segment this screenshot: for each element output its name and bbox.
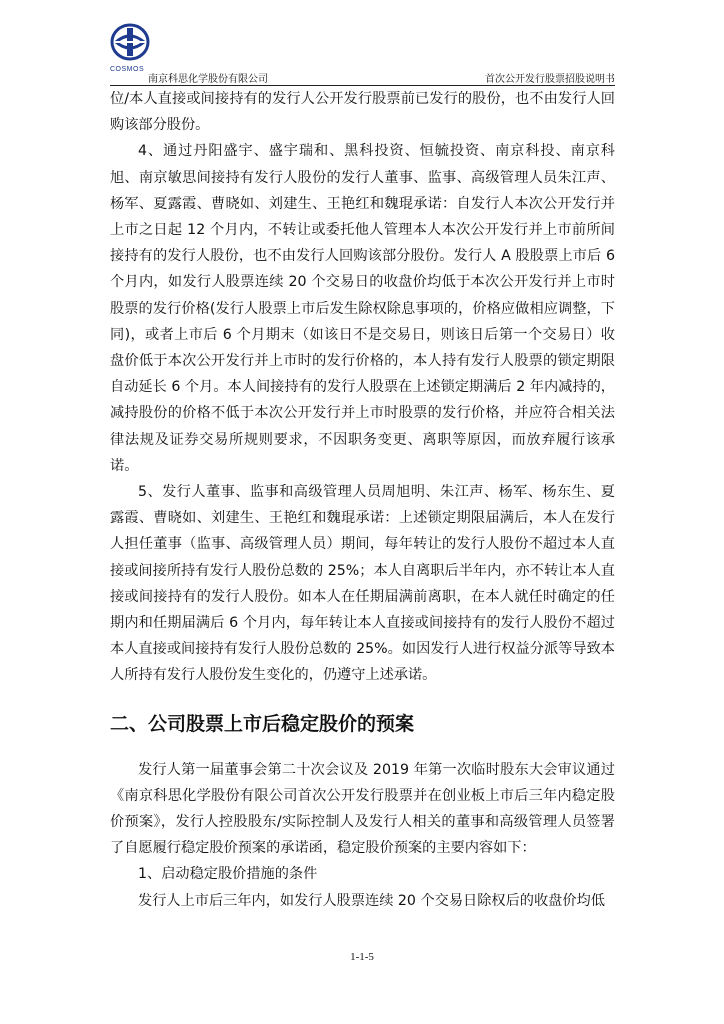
paragraph-1: 位/本人直接或间接持有的发行人公开发行股票前已发行的股份，也不由发行人回购该部分股份。 (110, 91, 615, 134)
section-heading: 二、公司股票上市后稳定股价的预案 (110, 712, 415, 735)
company-name: 南京科思化学股份有限公司 (148, 74, 268, 85)
document-title: 首次公开发行股票招股说明书 (485, 74, 615, 85)
paragraph-item-4: 4、通过丹阳盛宇、盛宇瑞和、黑科投资、恒毓投资、南京科投、南京科旭、南京敏思间接持有发行人股份的发行人董事、监事、高级管理人员朱江声、杨军、夏露霞、曹晓如、刘建生、王艳红和魏琨承诺：自发行人本次公开发行并上市之日起 12 个月内，不转让或委托他人管理本人本次公开发行并上市前所间接持有的发行人股份，也不由发行人回购该部分股份。发行人 A 股股票上市后 6 个月内，如发行人股票连续 20 个交易日的收盘价均低于本次公开发行并上市时股票的发行价格(发行人股票上市后发生除权除息事项的，价格应做相应调整，下同)，或者上市后 6 个月期末（如该日不是交易日，则该日后第一个交易日）收盘价低于本次公开发行并上市时的发行价格的，本人持有发行人股票的锁定期限自动延长 6 个月。本人间接持有的发行人股票在上述锁定期满后 2 年内减持的，减持股份的价格不低于本次公开发行并上市时股票的发行价格，并应符合相关法律法规及证券交易所规则要求，不因职务变更、离职等原因，而放弃履行该承诺。 (110, 143, 615, 474)
document-body (110, 86, 615, 914)
paragraph-item-5: 5、发行人董事、监事和高级管理人员周旭明、朱江声、杨军、杨东生、夏露霞、曹晓如、刘建生、王艳红和魏琨承诺：上述锁定期限届满后，本人在发行人担任董事（监事、高级管理人员）期间，每年转让的发行人股份不超过本人直接或间接所持有发行人股份总数的 25%；本人自离职后半年内，亦不转让本人直接或间接持有的发行人股份。如本人在任期届满前离职，在本人就任时确定的任期内和任期届满后 6 个月内，每年转让本人直接或间接持有的发行人股份不超过本人直接或间接持有发行人股份总数的 25%。如因发行人进行权益分派等导致本人所持有发行人股份发生变化的，仍遵守上述承诺。 (110, 484, 615, 684)
page-header (110, 22, 615, 84)
logo-wordmark: COSMOS (110, 66, 145, 73)
page-number: 1-1-5 (350, 951, 374, 963)
paragraph-plan-intro: 发行人第一届董事会第二十次会议及 2019 年第一次临时股东大会审议通过《南京科思化学股份有限公司首次公开发行股票并在创业板上市后三年内稳定股价预案》，发行人控股股东/实际控制人及发行人相关的董事和高级管理人员签署了自愿履行稳定股价预案的承诺函，稳定股价预案的主要内容如下： (110, 761, 615, 857)
subheading-conditions: 1、启动稳定股价措施的条件 (138, 866, 318, 883)
paragraph-conditions: 发行人上市后三年内，如发行人股票连续 20 个交易日除权后的收盘价均低 (138, 892, 605, 909)
